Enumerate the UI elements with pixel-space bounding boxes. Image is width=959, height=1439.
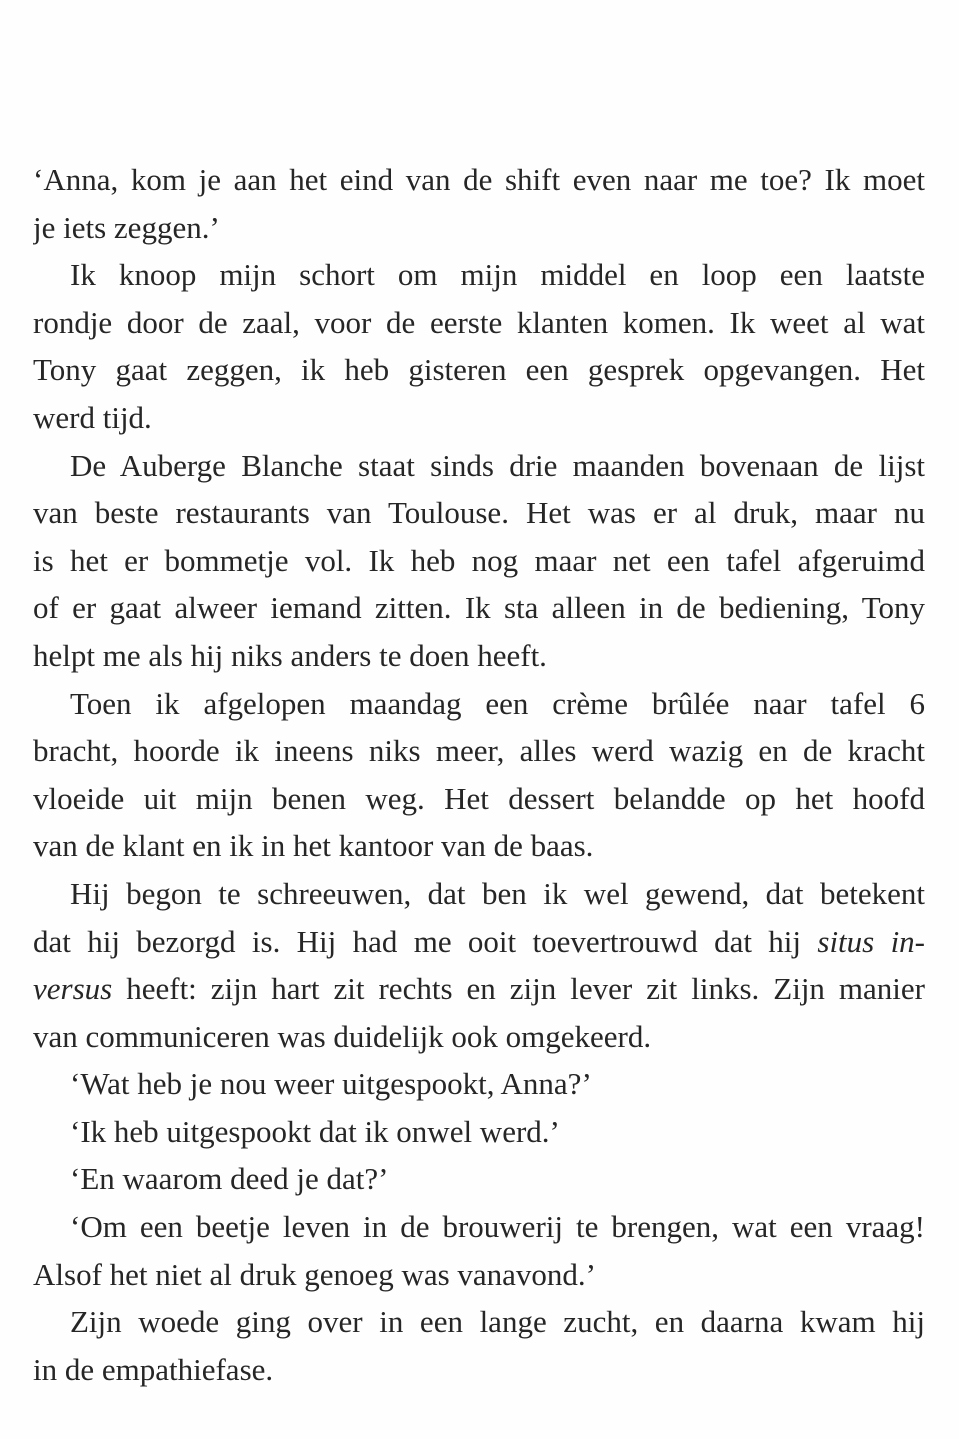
dialogue-line <box>33 1108 925 1156</box>
paragraph <box>33 1298 925 1393</box>
text-line: Tony gaat zeggen, ik heb gisteren een gesprek opgevangen. Het <box>33 352 925 388</box>
text-line: bracht, hoorde ik ineens niks meer, alles werd wazig en de kracht <box>33 733 925 769</box>
text-line: Hij begon te schreeuwen, dat ben ik wel gewend, dat betekent <box>70 875 925 911</box>
text-line: ‘Wat heb je nou weer uitgespookt, Anna?’ <box>70 1066 592 1102</box>
text-line: van beste restaurants van Toulouse. Het was er al druk, maar nu <box>33 495 925 531</box>
dialogue-line <box>33 1203 925 1298</box>
paragraph <box>33 251 925 441</box>
dialogue-line <box>33 1060 925 1108</box>
body-text <box>33 156 925 1393</box>
text-line: is het er bommetje vol. Ik heb nog maar net een tafel afgeruimd <box>33 542 925 578</box>
text-line: Zijn woede ging over in een lange zucht, en daarna kwam hij <box>70 1304 925 1340</box>
text-line: Toen ik afgelopen maandag een crème brûlée naar tafel 6 <box>70 685 925 721</box>
text-line: ‘Ik heb uitgespookt dat ik onwel werd.’ <box>70 1113 560 1149</box>
text-line: vloeide uit mijn benen weg. Het dessert belandde op het hoofd <box>33 780 925 816</box>
paragraph <box>33 680 925 870</box>
text-line: rondje door de zaal, voor de eerste klanten komen. Ik weet al wat <box>33 304 925 340</box>
text-line: ‘En waarom deed je dat?’ <box>70 1161 389 1197</box>
text-line: werd tijd. <box>33 399 152 435</box>
text-line: ‘Anna, kom je aan het eind van de shift even naar me toe? Ik moet <box>33 162 925 197</box>
dialogue-line <box>33 1155 925 1203</box>
text-line: De Auberge Blanche staat sinds drie maanden bovenaan de lijst <box>70 447 925 483</box>
text-line: je iets zeggen.’ <box>33 209 220 245</box>
text-line: van de klant en ik in het kantoor van de baas. <box>33 828 594 864</box>
text-line: of er gaat alweer iemand zitten. Ik sta alleen in de bediening, Tony <box>33 590 925 626</box>
text-line: van communiceren was duidelijk ook omgekeerd. <box>33 1018 652 1054</box>
text-line: Alsof het niet al druk genoeg was vanavond.’ <box>33 1256 597 1292</box>
text-line: ‘Om een beetje leven in de brouwerij te brengen, wat een vraag! <box>70 1209 925 1245</box>
text-run: dat hij bezorgd is. Hij had me ooit toevertrouwd dat hij <box>33 923 818 959</box>
paragraph <box>33 870 925 1060</box>
paragraph <box>33 156 925 251</box>
text-line: in de empathiefase. <box>33 1351 274 1387</box>
paragraph <box>33 442 925 680</box>
text-run: heeft: zijn hart zit rechts en zijn lever zit links. Zijn manier <box>112 971 925 1007</box>
italic-run: versus <box>33 971 113 1007</box>
text-line: helpt me als hij niks anders te doen heeft. <box>33 637 547 673</box>
text-line: Ik knoop mijn schort om mijn middel en loop een laatste <box>70 257 925 293</box>
text-line <box>33 918 925 966</box>
italic-run: situs in- <box>817 923 925 959</box>
text-line <box>33 965 925 1013</box>
